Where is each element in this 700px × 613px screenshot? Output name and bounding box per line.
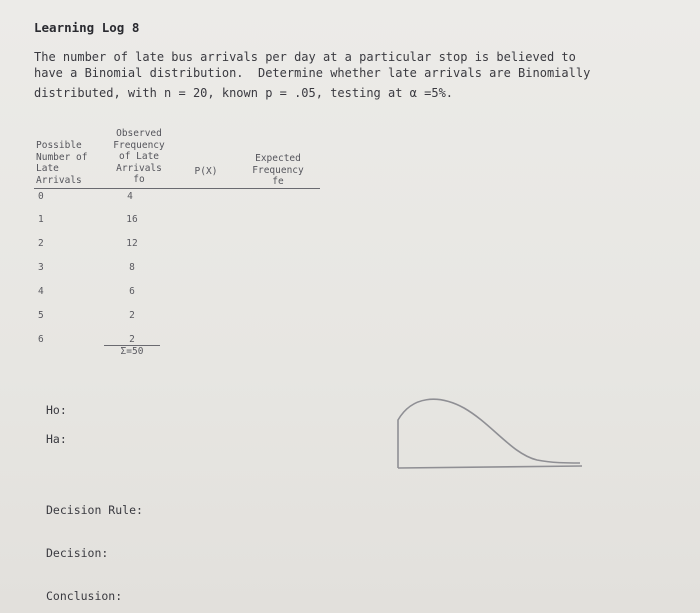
problem-line-1: The number of late bus arrivals per day at a particular stop is believed to bbox=[34, 50, 576, 64]
decision-label: Decision: bbox=[46, 546, 109, 560]
cell-x: 0 bbox=[38, 191, 44, 202]
alt-hypothesis-label: Ha: bbox=[46, 432, 67, 446]
cell-fo: 16 bbox=[126, 214, 138, 225]
col-header-observed: Observed Frequency of Late Arrivals fo bbox=[113, 128, 165, 185]
cell-fo: 2 bbox=[129, 334, 135, 345]
cell-fo: 4 bbox=[127, 191, 133, 202]
table-header-rule bbox=[34, 188, 320, 189]
cell-fo: 8 bbox=[129, 262, 135, 273]
total-observed: Σ=50 bbox=[104, 345, 160, 357]
col-header-arrivals: Possible Number of Late Arrivals bbox=[36, 140, 88, 186]
chi-square-curve-sketch bbox=[392, 392, 588, 474]
col-header-expected: Expected Frequency fe bbox=[252, 153, 304, 187]
cell-fo: 12 bbox=[126, 238, 138, 249]
col-header-px: P(X) bbox=[194, 166, 218, 177]
problem-line-3: distributed, with n = 20, known p = .05, testing at α =5%. bbox=[34, 86, 454, 100]
curve-axis bbox=[398, 466, 582, 468]
page-title: Learning Log 8 bbox=[34, 20, 140, 35]
problem-line-2: have a Binomial distribution. Determine whether late arrivals are Binomially bbox=[34, 66, 591, 80]
conclusion-label: Conclusion: bbox=[46, 589, 123, 603]
cell-x: 3 bbox=[38, 262, 44, 273]
null-hypothesis-label: Ho: bbox=[46, 403, 67, 417]
cell-x: 5 bbox=[38, 310, 44, 321]
decision-rule-label: Decision Rule: bbox=[46, 503, 143, 517]
cell-fo: 6 bbox=[129, 286, 135, 297]
curve-line bbox=[398, 399, 580, 468]
cell-x: 2 bbox=[38, 238, 44, 249]
cell-x: 4 bbox=[38, 286, 44, 297]
cell-x: 1 bbox=[38, 214, 44, 225]
cell-fo: 2 bbox=[129, 310, 135, 321]
cell-x: 6 bbox=[38, 334, 44, 345]
